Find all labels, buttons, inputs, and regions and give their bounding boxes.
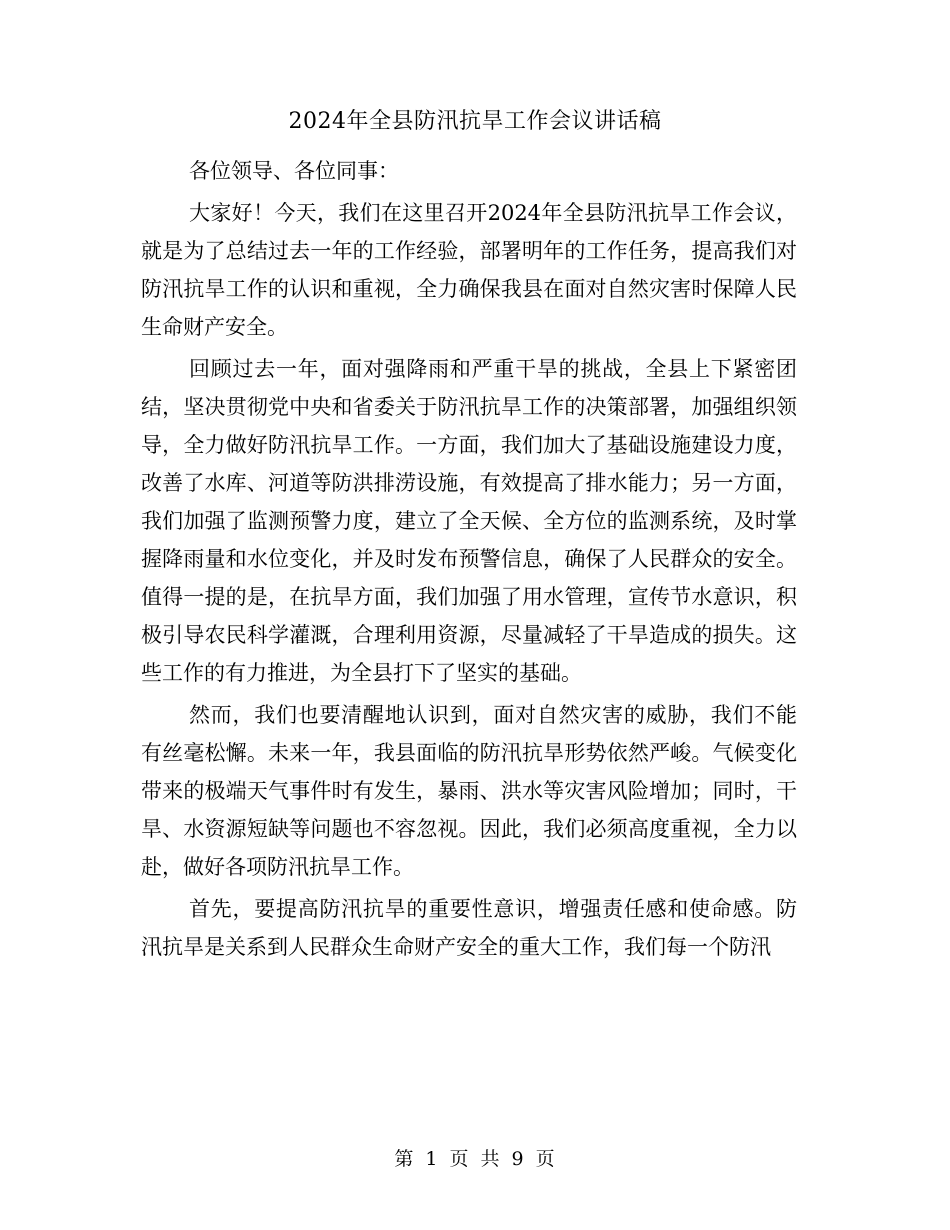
greeting-line: 各位领导、各位同事：	[189, 159, 399, 183]
document-title: 2024年全县防汛抗旱工作会议讲话稿	[288, 109, 662, 134]
body-paragraph-4: 首先，要提高防汛抗旱的重要性意识，增强责任感和使命感。防汛抗旱是关系到人民群众生命财产安全的重大工作，我们每一个防汛	[141, 897, 797, 959]
body-paragraph-2: 回顾过去一年，面对强降雨和严重干旱的挑战，全县上下紧密团结，坚决贯彻党中央和省委关于防汛抗旱工作的决策部署，加强组织领导，全力做好防汛抗旱工作。一方面，我们加大了基础设施建设力度，改善了水库、河道等防洪排涝设施，有效提高了排水能力；另一方面，我们加强了监测预警力度，建立了全天候、全方位的监测系统，及时掌握降雨量和水位变化，并及时发布预警信息，确保了人民群众的安全。值得一提的是，在抗旱方面，我们加强了用水管理，宣传节水意识，积极引导农民科学灌溉，合理利用资源，尽量减轻了干旱造成的损失。这些工作的有力推进，为全县打下了坚实的基础。	[141, 357, 797, 685]
body-paragraph-3: 然而，我们也要清醒地认识到，面对自然灾害的威胁，我们不能有丝毫松懈。未来一年，我县面临的防汛抗旱形势依然严峻。气候变化带来的极端天气事件时有发生，暴雨、洪水等灾害风险增加；同时，干旱、水资源短缺等问题也不容忽视。因此，我们必须高度重视，全力以赴，做好各项防汛抗旱工作。	[141, 703, 797, 879]
page-number-footer: 第 1 页 共 9 页	[394, 1148, 556, 1170]
document-body	[141, 152, 797, 970]
body-paragraph-1: 大家好！今天，我们在这里召开2024年全县防汛抗旱工作会议，就是为了总结过去一年的工作经验，部署明年的工作任务，提高我们对防汛抗旱工作的认识和重视，全力确保我县在面对自然灾害时保障人民生命财产安全。	[141, 201, 797, 339]
